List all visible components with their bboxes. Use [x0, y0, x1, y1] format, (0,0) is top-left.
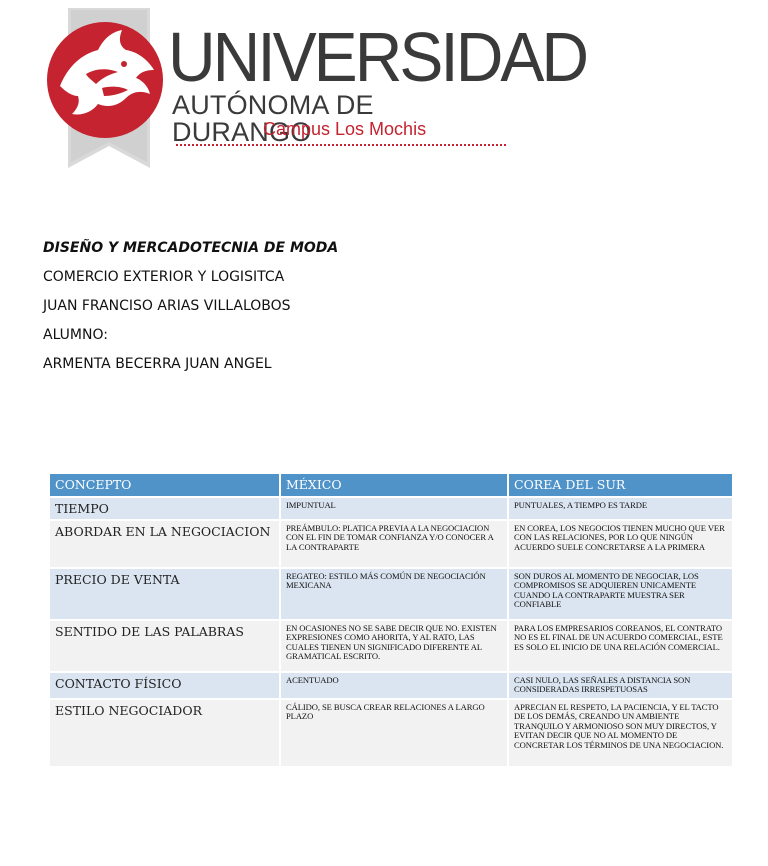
cell-concept: TIEMPO — [50, 497, 280, 520]
cell-corea: PARA LOS EMPRESARIOS COREANOS, EL CONTRATO NO ES EL FINAL DE UN ACUERDO COMERCIAL, ESTE ES SOLO EL INICIO DE UNA RELACIÓN COMERCIAL. — [508, 620, 733, 672]
cell-mexico: PREÁMBULO: PLATICA PREVIA A LA NEGOCIACION CON EL FIN DE TOMAR CONFIANZA Y/O CONOCER A LA CONTRAPARTE — [280, 520, 508, 568]
cell-concept: CONTACTO FÍSICO — [50, 672, 280, 699]
table-row — [50, 497, 733, 520]
table-row — [50, 568, 733, 620]
wolf-head-shield-icon — [38, 8, 173, 173]
table-row — [50, 672, 733, 699]
table-row — [50, 520, 733, 568]
cell-concept: ABORDAR EN LA NEGOCIACION — [50, 520, 280, 568]
cell-mexico: EN OCASIONES NO SE SABE DECIR QUE NO. EXISTEN EXPRESIONES COMO AHORITA, Y AL RATO, LAS CUALES TIENEN UN SIGNIFICADO DIFERENTE AL GRAMATICAL ESCRITO. — [280, 620, 508, 672]
cell-corea: CASI NULO, LAS SEÑALES A DISTANCIA SON CONSIDERADAS IRRESPETUOSAS — [508, 672, 733, 699]
brand-autonoma-de-durango: AUTÓNOMA DE DURANGO — [172, 90, 374, 147]
dotted-divider — [176, 144, 506, 146]
cell-corea: APRECIAN EL RESPETO, LA PACIENCIA, Y EL TACTO DE LOS DEMÁS, CREANDO UN AMBIENTE TRANQUILO Y ARMONIOSO SON MUY DIRECTOS, Y EVITAN DECIR QUE NO AL MOMENTO DE CONCRETAR LOS TÉRMINOS DE UNA NEGOCIACION. — [508, 699, 733, 767]
university-logo — [38, 8, 587, 173]
student-label: ALUMNO: — [43, 327, 108, 343]
subject-line: COMERCIO EXTERIOR Y LOGISITCA — [43, 269, 285, 285]
brand-universidad: UNIVERSIDAD — [168, 17, 587, 96]
table-header-row — [50, 474, 733, 497]
student-name: ARMENTA BECERRA JUAN ANGEL — [43, 356, 272, 372]
cell-corea: SON DUROS AL MOMENTO DE NEGOCIAR, LOS COMPROMISOS SE ADQUIEREN UNICAMENTE CUANDO LA CONTRAPARTE MUESTRA SER CONFIABLE — [508, 568, 733, 620]
brand-campus: Campus Los Mochis — [263, 119, 427, 139]
document-title: DISEÑO Y MERCADOTECNIA DE MODA — [43, 240, 339, 256]
table-row — [50, 699, 733, 767]
table-row — [50, 620, 733, 672]
header-corea: COREA DEL SUR — [508, 474, 733, 497]
document-info — [43, 234, 338, 379]
cell-concept: ESTILO NEGOCIADOR — [50, 699, 280, 767]
cell-mexico: ACENTUADO — [280, 672, 508, 699]
teacher-line: JUAN FRANCISO ARIAS VILLALOBOS — [43, 298, 291, 314]
header-concepto: CONCEPTO — [50, 474, 280, 497]
cell-mexico: REGATEO: ESTILO MÁS COMÚN DE NEGOCIACIÓN MEXICANA — [280, 568, 508, 620]
comparison-table-wrap — [50, 474, 733, 768]
comparison-table — [50, 474, 734, 768]
cell-mexico: CÁLIDO, SE BUSCA CREAR RELACIONES A LARGO PLAZO — [280, 699, 508, 767]
cell-mexico: IMPUNTUAL — [280, 497, 508, 520]
cell-concept: SENTIDO DE LAS PALABRAS — [50, 620, 280, 672]
header-mexico: MÉXICO — [280, 474, 508, 497]
cell-concept: PRECIO DE VENTA — [50, 568, 280, 620]
cell-corea: PUNTUALES, A TIEMPO ES TARDE — [508, 497, 733, 520]
cell-corea: EN COREA, LOS NEGOCIOS TIENEN MUCHO QUE VER CON LAS RELACIONES, POR LO QUE NINGÚN ACUERDO SUELE CONCRETARSE A LA PRIMERA — [508, 520, 733, 568]
